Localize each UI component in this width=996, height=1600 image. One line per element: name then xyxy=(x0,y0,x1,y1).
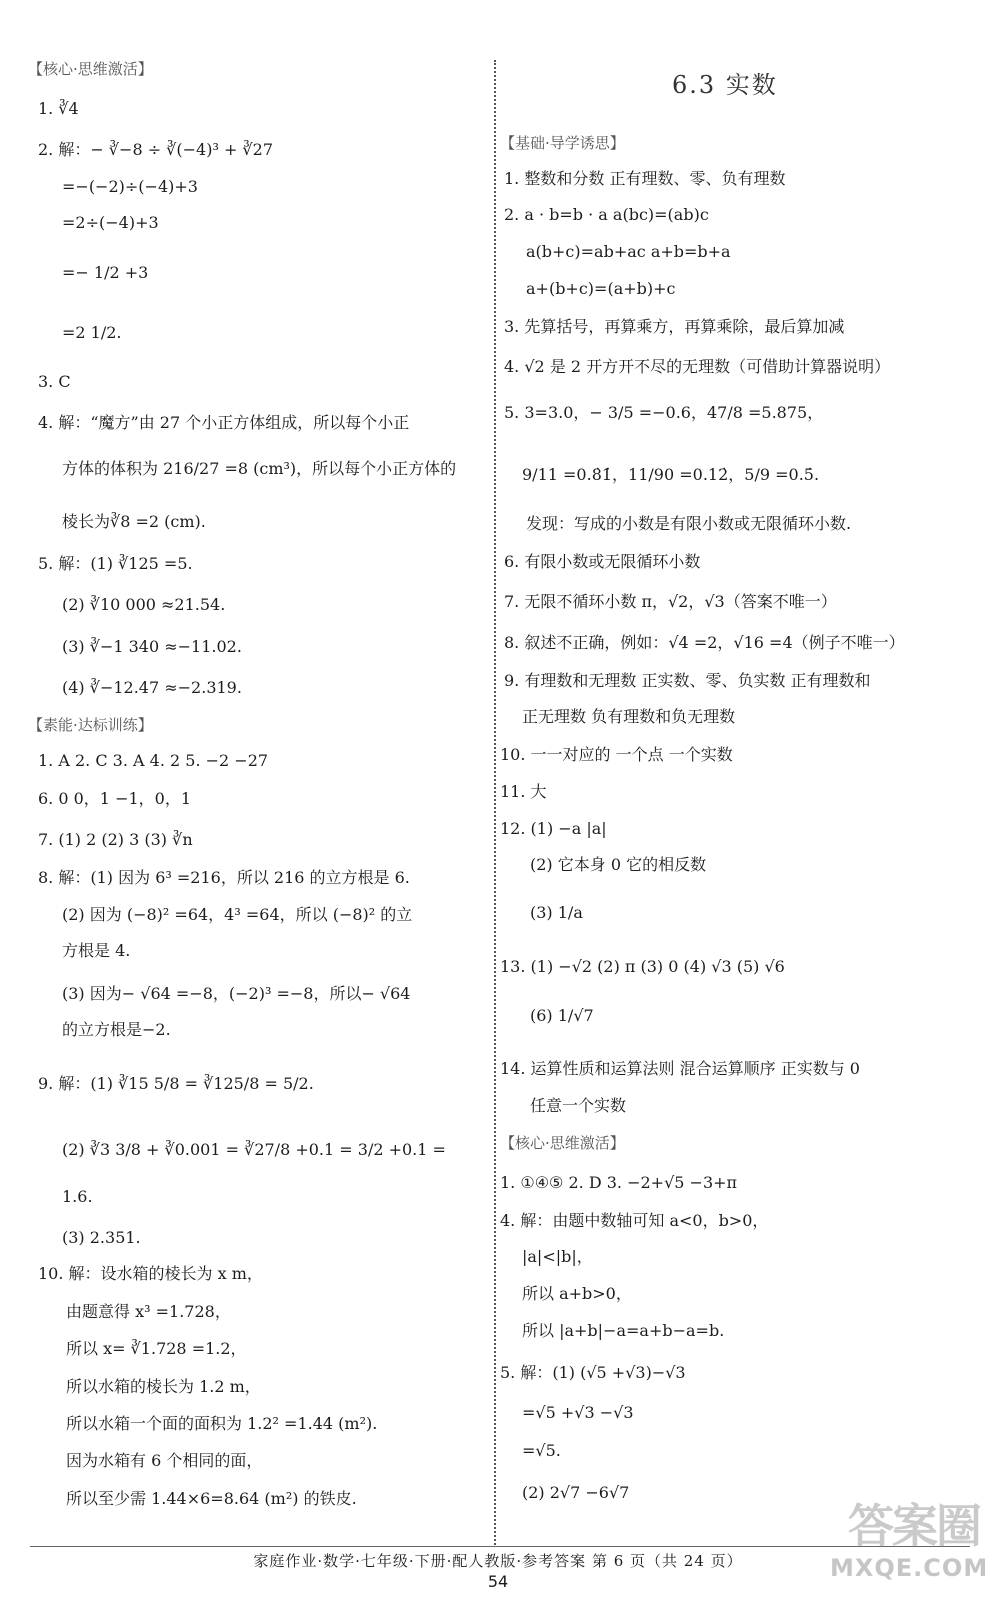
answer-line: 2. 解：− ∛−8 ÷ ∛(−4)³ + ∛27 xyxy=(38,140,274,159)
answer-line: =− 1/2 +3 xyxy=(62,263,149,282)
answer-line: (2) 它本身 0 它的相反数 xyxy=(530,855,707,874)
footer-caption: 家庭作业·数学·七年级·下册·配人教版·参考答案 第 6 页（共 24 页） xyxy=(253,1552,743,1570)
answer-line: 5. 3=3.0，− 3/5 =−0.6，47/8 =5.875， xyxy=(504,403,824,422)
section-header: 【基础·导学诱思】 xyxy=(500,134,625,152)
answer-line: 4. 解：“魔方”由 27 个小正方体组成，所以每个小正 xyxy=(38,413,410,432)
answer-line: 3. C xyxy=(38,372,71,391)
answer-line: 所以 |a+b|−a=a+b−a=b. xyxy=(522,1321,725,1340)
answer-line: 所以 a+b>0， xyxy=(522,1284,632,1303)
answer-line: 10. 一一对应的 一个点 一个实数 xyxy=(500,745,733,764)
answer-line: 正无理数 负有理数和负无理数 xyxy=(522,707,736,726)
answer-line: (3) ∛−1 340 ≈−11.02. xyxy=(62,637,242,656)
answer-line: 1. ∛4 xyxy=(38,99,79,118)
answer-line: 1. ①④⑤ 2. D 3. −2+√5 −3+π xyxy=(500,1173,738,1192)
answer-line: 9. 解：(1) ∛15 5/8 = ∛125/8 = 5/2. xyxy=(38,1074,314,1093)
answer-line: 1. A 2. C 3. A 4. 2 5. −2 −27 xyxy=(38,751,269,770)
page-number: 54 xyxy=(487,1572,509,1591)
answer-line: |a|<|b|， xyxy=(522,1247,593,1266)
answer-line: 发现：写成的小数是有限小数或无限循环小数. xyxy=(526,514,852,533)
answer-line: 9/11 =0.8̇1̇，11/90 =0.12̇，5/9 =0.5̇. xyxy=(522,465,820,484)
answer-line: =2 1/2. xyxy=(62,323,122,342)
answer-line: (2) ∛10 000 ≈21.54. xyxy=(62,595,226,614)
answer-line: 所以水箱的棱长为 1.2 m， xyxy=(66,1377,261,1396)
answer-line: (2) 因为 (−8)² =64，4³ =64，所以 (−8)² 的立 xyxy=(62,905,413,924)
answer-line: 1. 整数和分数 正有理数、零、负有理数 xyxy=(504,169,786,188)
answer-line: (3) 因为− √64 =−8，(−2)³ =−8，所以− √64 xyxy=(62,984,411,1003)
section-header: 【核心·思维激活】 xyxy=(500,1134,625,1152)
answer-line: 13. (1) −√2 (2) π (3) 0 (4) √3 (5) √6 xyxy=(500,957,785,976)
answer-line: =−(−2)÷(−4)+3 xyxy=(62,177,198,196)
watermark-url: MXQE.COM xyxy=(830,1554,989,1582)
answer-line: (2) 2√7 −6√7 xyxy=(522,1483,630,1502)
answer-line: =√5. xyxy=(522,1441,561,1460)
answer-line: 所以至少需 1.44×6=8.64 (m²) 的铁皮. xyxy=(66,1489,357,1508)
answer-line: 6. 有限小数或无限循环小数 xyxy=(504,552,701,571)
answer-line: 10. 解：设水箱的棱长为 x m， xyxy=(38,1264,263,1283)
answer-line: 14. 运算性质和运算法则 混合运算顺序 正实数与 0 xyxy=(500,1059,860,1078)
answer-line: a+(b+c)=(a+b)+c xyxy=(526,279,676,298)
answer-line: (4) ∛−12.47 ≈−2.319. xyxy=(62,678,242,697)
answer-line: 5. 解：(1) ∛125 =5. xyxy=(38,554,193,573)
answer-line: 1.6. xyxy=(62,1187,93,1206)
answer-line: 4. 解：由题中数轴可知 a<0，b>0， xyxy=(500,1211,769,1230)
answer-line: 3. 先算括号，再算乘方，再算乘除，最后算加减 xyxy=(504,317,845,336)
answer-line: =2÷(−4)+3 xyxy=(62,213,159,232)
answer-line: 8. 叙述不正确，例如：√4 =2，√16 =4（例子不唯一） xyxy=(504,633,905,652)
answer-line: 8. 解：(1) 因为 6³ =216，所以 216 的立方根是 6. xyxy=(38,868,410,887)
watermark-text: 答案圈 xyxy=(848,1499,980,1553)
answer-line: 方根是 4. xyxy=(62,941,131,960)
answer-line: (6) 1/√7 xyxy=(530,1006,594,1025)
answer-line: 因为水箱有 6 个相同的面， xyxy=(66,1451,263,1470)
watermark-logo xyxy=(800,1490,990,1598)
answer-line: 所以水箱一个面的面积为 1.2² =1.44 (m²). xyxy=(66,1414,378,1433)
answer-line: 5. 解：(1) (√5 +√3)−√3 xyxy=(500,1363,686,1382)
section-header: 【素能·达标训练】 xyxy=(28,716,153,734)
answer-line: 9. 有理数和无理数 正实数、零、负实数 正有理数和 xyxy=(504,671,871,690)
answer-line: 11. 大 xyxy=(500,782,547,801)
column-divider xyxy=(494,60,496,1545)
section-title: 6.3 实数 xyxy=(672,71,778,99)
answer-line: 12. (1) −a |a| xyxy=(500,819,607,838)
answer-line: 所以 x= ∛1.728 =1.2， xyxy=(66,1339,247,1358)
answer-line: 方体的体积为 216/27 =8 (cm³)，所以每个小正方体的 xyxy=(62,459,457,478)
answer-line: (3) 1/a xyxy=(530,903,583,922)
answer-line: 7. (1) 2 (2) 3 (3) ∛n xyxy=(38,830,193,849)
answer-line: =√5 +√3 −√3 xyxy=(522,1403,634,1422)
answer-line: 6. 0 0，1 −1，0，1 xyxy=(38,789,192,808)
answer-line: 4. √2 是 2 开方开不尽的无理数（可借助计算器说明） xyxy=(504,357,891,376)
answer-line: 任意一个实数 xyxy=(530,1096,627,1115)
answer-line: 7. 无限不循环小数 π，√2，√3（答案不唯一） xyxy=(504,592,837,611)
section-header: 【核心·思维激活】 xyxy=(28,60,153,78)
answer-line: 棱长为∛8 =2 (cm). xyxy=(62,512,206,531)
answer-line: 由题意得 x³ =1.728， xyxy=(66,1302,231,1321)
answer-line: 2. a · b=b · a a(bc)=(ab)c xyxy=(504,205,709,224)
answer-line: 的立方根是−2. xyxy=(62,1020,171,1039)
answer-line: (3) 2.351. xyxy=(62,1228,141,1247)
answer-line: (2) ∛3 3/8 + ∛0.001 = ∛27/8 +0.1 = 3/2 +0.1 = xyxy=(62,1140,446,1159)
answer-line: a(b+c)=ab+ac a+b=b+a xyxy=(526,242,731,261)
